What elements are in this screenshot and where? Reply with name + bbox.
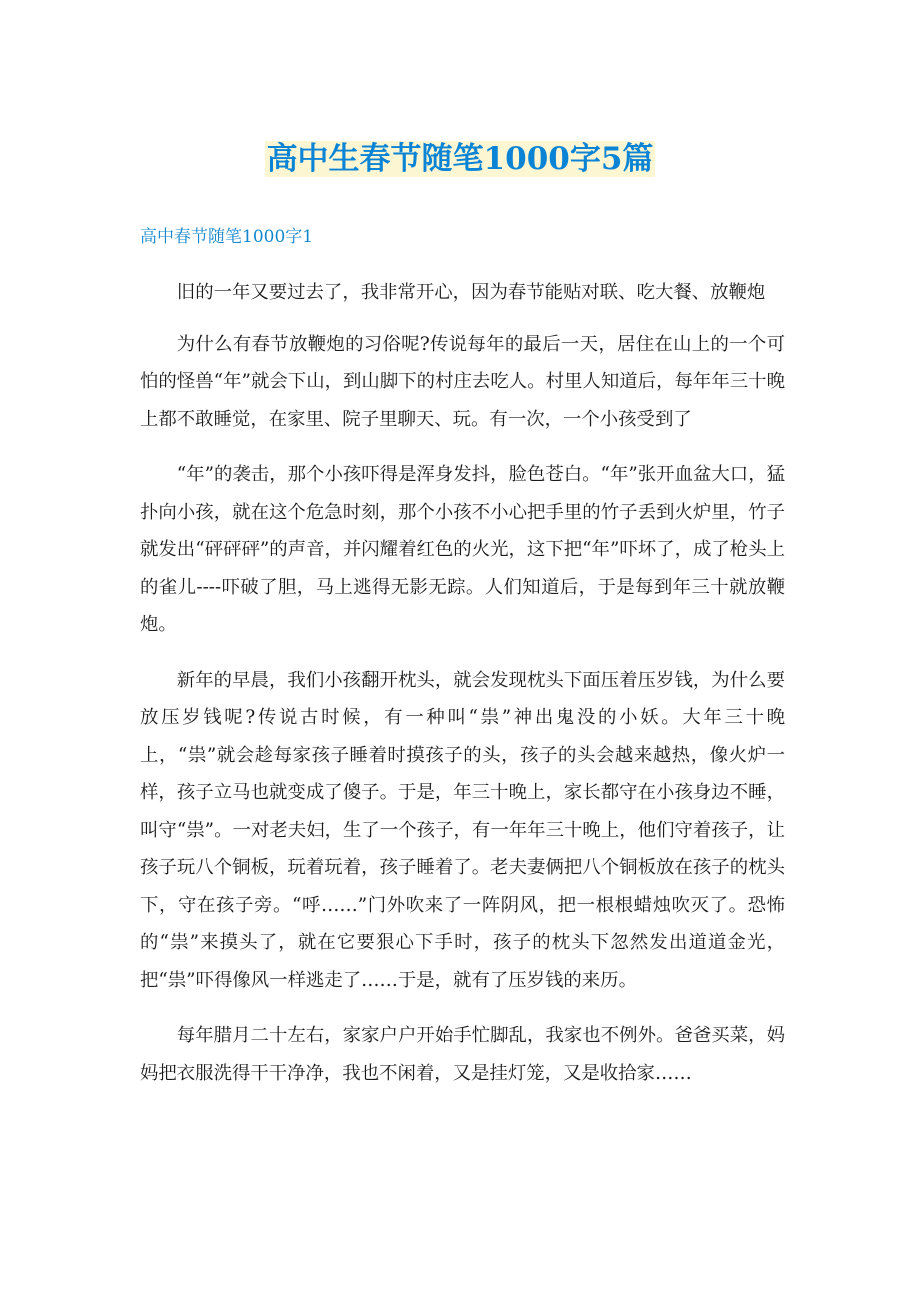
paragraph: 每年腊月二十左右，家家户户开始手忙脚乱，我家也不例外。爸爸买菜，妈妈把衣服洗得干干净净，我也不闲着，又是挂灯笼，又是收拾家…… bbox=[140, 1025, 785, 1084]
article-body bbox=[140, 274, 785, 1110]
paragraph: “年”的袭击，那个小孩吓得是浑身发抖，脸色苍白。“年”张开血盆大口，猛扑向小孩，就在这个危急时刻，那个小孩不小心把手里的竹子丢到火炉里，竹子就发出“砰砰砰”的声音，并闪耀着红色的火光，这下把“年”吓坏了，成了枪头上的雀儿----吓破了胆，马上逃得无影无踪。人们知道后，于是每到年三十就放鞭炮。 bbox=[140, 464, 785, 635]
section-heading: 高中春节随笔1000字1 bbox=[140, 227, 314, 247]
document-title bbox=[0, 133, 920, 185]
paragraph: 为什么有春节放鞭炮的习俗呢?传说每年的最后一天，居住在山上的一个可怕的怪兽“年”就会下山，到山脚下的村庄去吃人。村里人知道后，每年年三十晚上都不敢睡觉，在家里、院子里聊天、玩。有一次，一个小孩受到了 bbox=[140, 333, 785, 430]
document-title-text: 高中生春节随笔1000字5篇 bbox=[266, 141, 654, 177]
paragraph: 旧的一年又要过去了，我非常开心，因为春节能贴对联、吃大餐、放鞭炮 bbox=[176, 282, 766, 303]
paragraph: 新年的早晨，我们小孩翻开枕头，就会发现枕头下面压着压岁钱，为什么要放压岁钱呢?传说古时候，有一种叫“祟”神出鬼没的小妖。大年三十晚上，“祟”就会趁每家孩子睡着时摸孩子的头，孩子的头会越来越热，像火炉一样，孩子立马也就变成了傻子。于是，年三十晚上，家长都守在小孩身边不睡，叫守“祟”。一对老夫妇，生了一个孩子，有一年年三十晚上，他们守着孩子，让孩子玩八个铜板，玩着玩着，孩子睡着了。老夫妻俩把八个铜板放在孩子的枕头下，守在孩子旁。“呼……”门外吹来了一阵阴风，把一根根蜡烛吹灭了。恐怖的“祟”来摸头了，就在它要狠心下手时，孩子的枕头下忽然发出道道金光，把“祟”吓得像风一样逃走了……于是，就有了压岁钱的来历。 bbox=[140, 669, 785, 991]
